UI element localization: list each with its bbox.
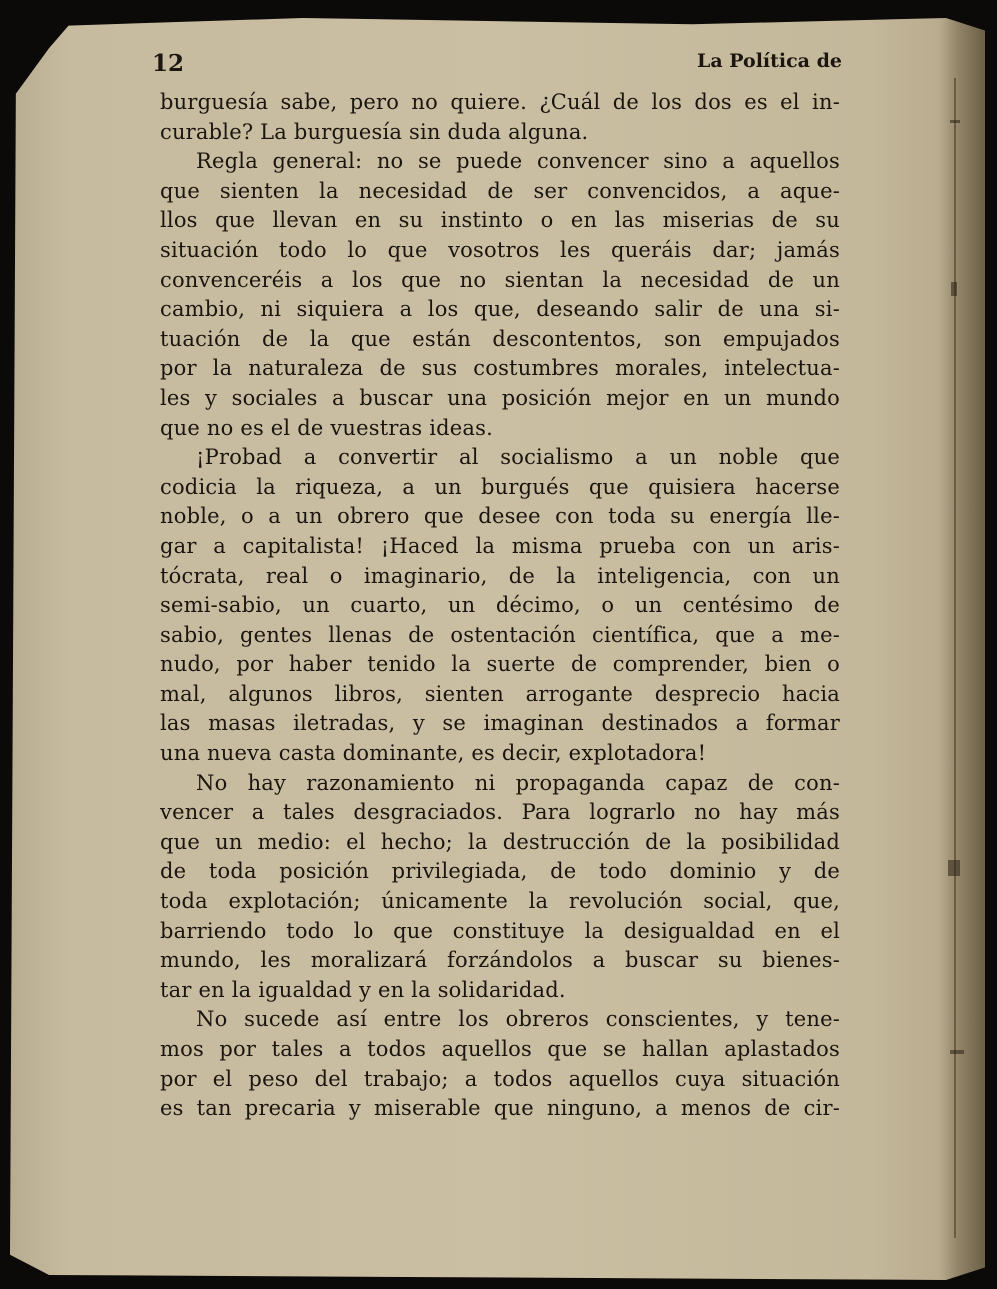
text-line: una nueva casta dominante, es decir, explotadora! bbox=[160, 741, 707, 766]
text-line: gar a capitalista! ¡Haced la misma prueba con un aris- bbox=[160, 533, 840, 558]
text-line: curable? La burguesía sin duda alguna. bbox=[160, 119, 589, 144]
text-line: sabio, gentes llenas de ostentación científica, que a me- bbox=[160, 622, 840, 647]
text-line: mal, algunos libros, sienten arrogante desprecio hacia bbox=[160, 681, 840, 706]
text-line: No sucede así entre los obreros conscientes, y tene- bbox=[196, 1007, 840, 1032]
gutter-edge bbox=[954, 78, 956, 1238]
text-line: que un medio: el hecho; la destrucción de la posibilidad bbox=[160, 829, 840, 854]
text-line: las masas iletradas, y se imaginan destinados a formar bbox=[160, 711, 840, 736]
body-text bbox=[160, 88, 840, 1124]
text-line: tuación de la que están descontentos, son empujados bbox=[160, 326, 840, 351]
binding-mark bbox=[951, 282, 957, 296]
text-line: convenceréis a los que no sientan la necesidad de un bbox=[160, 267, 840, 292]
text-line: llos que llevan en su instinto o en las miserias de su bbox=[160, 208, 840, 233]
text-line: tar en la igualdad y en la solidaridad. bbox=[160, 977, 566, 1002]
text-line: situación todo lo que vosotros les queráis dar; jamás bbox=[160, 237, 840, 262]
text-line: cambio, ni siquiera a los que, deseando salir de una si- bbox=[160, 297, 840, 322]
text-line: tócrata, real o imaginario, de la inteligencia, con un bbox=[160, 563, 840, 588]
text-line: No hay razonamiento ni propaganda capaz de con- bbox=[196, 770, 840, 795]
text-line: toda explotación; únicamente la revolución social, que, bbox=[160, 889, 840, 914]
text-line: por el peso del trabajo; a todos aquellos cuya situación bbox=[160, 1066, 840, 1091]
running-head: La Política de bbox=[696, 50, 842, 72]
binding-mark bbox=[948, 860, 960, 876]
text-line: semi-sabio, un cuarto, un décimo, o un centésimo de bbox=[160, 593, 840, 618]
binding-mark bbox=[950, 1050, 964, 1054]
text-line: barriendo todo lo que constituye la desigualdad en el bbox=[160, 918, 840, 943]
text-line: es tan precaria y miserable que ninguno, a menos de cir- bbox=[160, 1096, 840, 1121]
text-line: burguesía sabe, pero no quiere. ¿Cuál de los dos es el in- bbox=[160, 90, 840, 114]
text-line: noble, o a un obrero que desee con toda su energía lle- bbox=[160, 504, 840, 529]
text-line: que sienten la necesidad de ser convencidos, a aque- bbox=[160, 178, 840, 203]
text-line: que no es el de vuestras ideas. bbox=[160, 415, 493, 440]
text-line: vencer a tales desgraciados. Para lograrlo no hay más bbox=[160, 800, 840, 825]
text-line: Regla general: no se puede convencer sino a aquellos bbox=[196, 149, 840, 174]
text-line: les y sociales a buscar una posición mejor en un mundo bbox=[160, 385, 840, 410]
text-line: de toda posición privilegiada, de todo dominio y de bbox=[160, 859, 840, 884]
text-line: mos por tales a todos aquellos que se hallan aplastados bbox=[160, 1037, 840, 1061]
text-line: nudo, por haber tenido la suerte de comprender, bien o bbox=[160, 652, 840, 677]
text-line: ¡Probad a convertir al socialismo a un noble que bbox=[196, 445, 840, 470]
binding-mark bbox=[950, 120, 960, 123]
text-line: por la naturaleza de sus costumbres morales, intelectua- bbox=[160, 356, 840, 381]
text-line: mundo, les moralizará forzándolos a buscar su bienes- bbox=[160, 948, 840, 973]
page-header bbox=[152, 50, 842, 86]
text-line: codicia la riqueza, a un burgués que quisiera hacerse bbox=[160, 474, 840, 499]
page-number: 12 bbox=[152, 50, 185, 77]
